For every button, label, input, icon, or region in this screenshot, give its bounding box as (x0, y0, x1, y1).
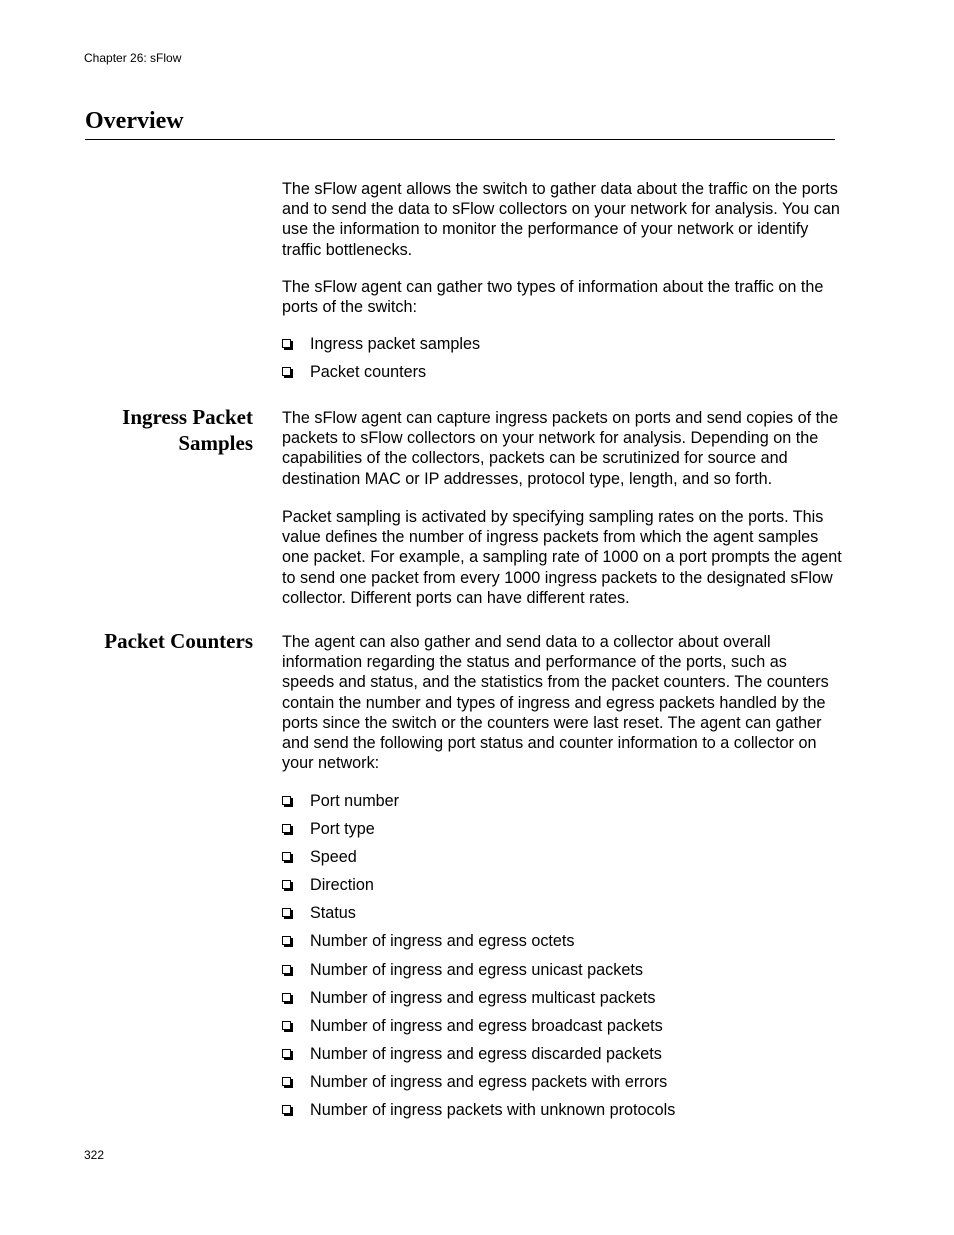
list-item (282, 1072, 675, 1092)
checkbox-bullet-icon (282, 367, 291, 376)
ingress-samples-paragraph (282, 507, 842, 608)
list-item (282, 819, 675, 839)
running-header: Chapter 26: sFlow (84, 51, 182, 65)
list-item (282, 960, 675, 980)
list-item-text: Number of ingress and egress broadcast packets (310, 1016, 663, 1035)
list-item-text: Ingress packet samples (310, 335, 481, 353)
packet-counters-heading: Packet Counters (104, 629, 253, 653)
ingress-samples-heading (53, 404, 253, 456)
list-item-text: Number of ingress and egress unicast packets (310, 960, 643, 979)
list-item (282, 334, 480, 354)
list-item-text: Packet counters (310, 363, 427, 381)
list-item-text: Number of ingress and egress discarded packets (310, 1044, 662, 1063)
list-item (282, 1044, 675, 1064)
list-item-text: Direction (310, 876, 374, 895)
checkbox-bullet-icon (282, 1077, 291, 1086)
overview-paragraph (282, 277, 842, 317)
packet-counters-text: The agent can also gather and send data to a collector about overall information regarding the status and performance of the ports, such as speeds and status, and the statistics from the packet counters. The counters contain the number and types of ingress and egress packets handled by the ports since the switch or the counters were last reset. The agent can gather and send the following port status and counter information to a collector on your network: (282, 633, 829, 773)
overview-intro-text: The sFlow agent allows the switch to gather data about the traffic on the ports and to send the data to sFlow collectors on your network for analysis. You can use the information to monitor the performance of your network or identify traffic bottlenecks. (282, 180, 840, 259)
list-item (282, 1100, 675, 1120)
overview-paragraph (282, 179, 842, 260)
checkbox-bullet-icon (282, 965, 291, 974)
checkbox-bullet-icon (282, 880, 291, 889)
list-item-text: Port type (310, 820, 375, 839)
checkbox-bullet-icon (282, 936, 291, 945)
checkbox-bullet-icon (282, 796, 291, 805)
checkbox-bullet-icon (282, 852, 291, 861)
list-item (282, 362, 480, 382)
checkbox-bullet-icon (282, 1049, 291, 1058)
heading-line: Ingress Packet (122, 405, 253, 429)
overview-bullet-list (282, 334, 480, 382)
list-item (282, 847, 675, 867)
overview-types-text: The sFlow agent can gather two types of information about the traffic on the ports of the switch: (282, 278, 824, 317)
checkbox-bullet-icon (282, 339, 291, 348)
packet-counters-paragraph (282, 632, 842, 773)
section-title: Overview (85, 108, 184, 134)
checkbox-bullet-icon (282, 908, 291, 917)
list-item-text: Number of ingress packets with unknown protocols (310, 1101, 676, 1120)
list-item-text: Number of ingress and egress packets with errors (310, 1072, 668, 1091)
sampling-rate-text: Packet sampling is activated by specifying sampling rates on the ports. This value defines the number of ingress packets from which the agent samples one packet. For example, a sampling rate of 1000 on a port prompts the agent to send one packet from every 1000 ingress packets to the designated sFlow collector. Different ports can have different rates. (282, 508, 842, 607)
title-rule (85, 139, 835, 140)
list-item (282, 988, 675, 1008)
checkbox-bullet-icon (282, 993, 291, 1002)
checkbox-bullet-icon (282, 1021, 291, 1030)
heading-line: Samples (178, 431, 253, 455)
ingress-samples-text: The sFlow agent can capture ingress packets on ports and send copies of the packets to sFlow collectors on your network for analysis. Depending on the capabilities of the collectors, packets can be scrutinized for source and destination MAC or IP addresses, protocol type, length, and so forth. (282, 409, 839, 488)
ingress-samples-paragraph (282, 408, 842, 489)
checkbox-bullet-icon (282, 824, 291, 833)
list-item-text: Number of ingress and egress octets (310, 932, 575, 951)
list-item (282, 791, 675, 811)
page-number: 322 (84, 1148, 105, 1162)
list-item (282, 875, 675, 895)
list-item (282, 1016, 675, 1036)
list-item (282, 931, 675, 951)
counter-bullet-list (282, 791, 675, 1120)
list-item-text: Status (310, 904, 356, 923)
list-item-text: Port number (310, 792, 400, 810)
list-item (282, 903, 675, 923)
checkbox-bullet-icon (282, 1105, 291, 1114)
list-item-text: Speed (310, 848, 357, 867)
list-item-text: Number of ingress and egress multicast packets (310, 988, 656, 1007)
